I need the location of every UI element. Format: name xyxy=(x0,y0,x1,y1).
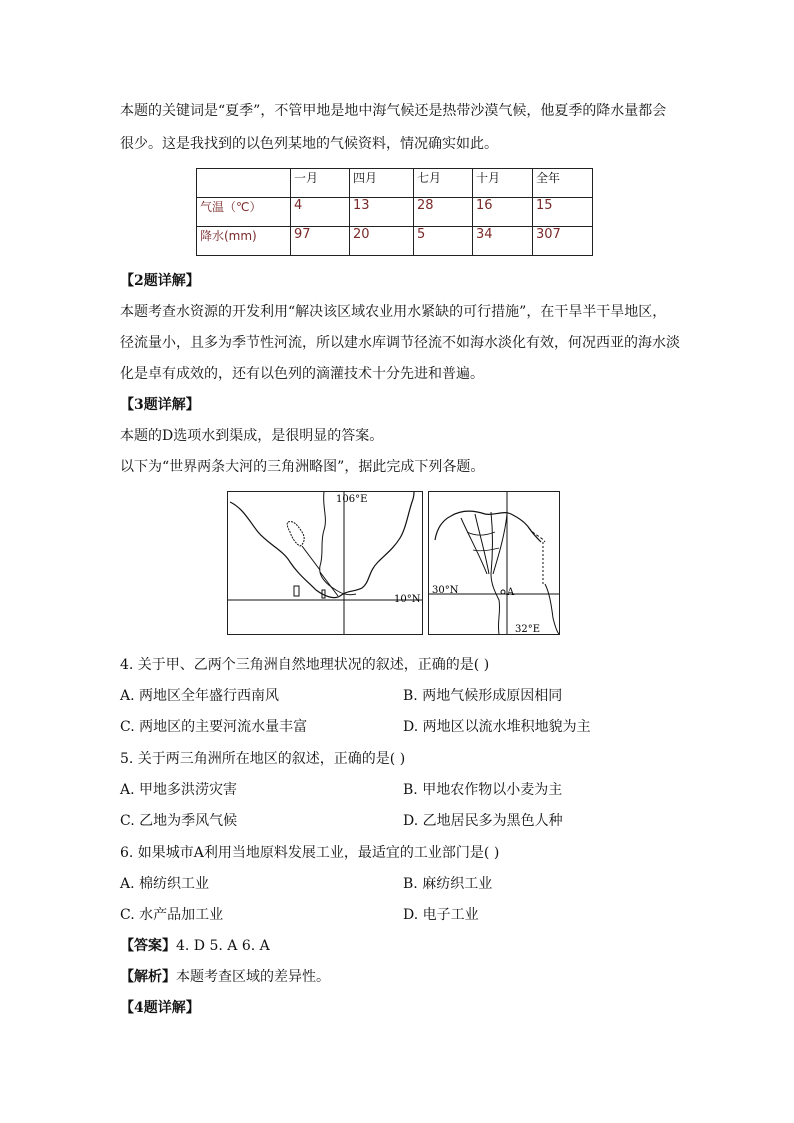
distributary xyxy=(320,572,338,596)
q4-heading: 【4题详解】 xyxy=(120,1000,200,1016)
question-6-option-b[interactable]: B. 麻纺织工业 xyxy=(403,876,493,892)
maps-lead-text: 以下为“世界两条大河的三角洲略图”，据此完成下列各题。 xyxy=(120,459,485,475)
table-header-cell xyxy=(197,169,291,198)
analysis-text: 本题考查区域的差异性。 xyxy=(176,969,330,985)
table-cell: 5 xyxy=(414,227,473,256)
lake-shape xyxy=(287,522,304,546)
lat-label: 30°N xyxy=(432,585,459,596)
table-cell: 4 xyxy=(291,198,350,227)
distributary xyxy=(493,514,507,574)
table-row xyxy=(197,227,593,256)
answer-line xyxy=(120,935,270,955)
suez-canal xyxy=(529,528,545,542)
table-header-cell: 全年 xyxy=(533,169,593,198)
intro-line-2: 很少。这是我找到的以色列某地的气候资料，情况确实如此。 xyxy=(120,136,498,152)
table-header-cell: 七月 xyxy=(414,169,473,198)
question-6-option-d[interactable]: D. 电子工业 xyxy=(403,907,479,923)
table-cell: 307 xyxy=(533,227,593,256)
distributary xyxy=(475,514,489,574)
answer-label: 【答案】 xyxy=(120,938,176,954)
question-6-option-a[interactable]: A. 棉纺织工业 xyxy=(120,876,210,892)
table-row-label: 降水(mm) xyxy=(197,227,291,256)
table-cell: 15 xyxy=(533,198,593,227)
lon-label: 106°E xyxy=(336,494,368,505)
canal xyxy=(467,532,495,535)
island xyxy=(322,590,325,598)
table-header-row xyxy=(197,169,593,198)
climate-table xyxy=(196,168,593,256)
q3-text: 本题的D选项水到渠成，是很明显的答案。 xyxy=(120,428,384,444)
table-cell: 28 xyxy=(414,198,473,227)
map-right-svg xyxy=(429,492,559,634)
question-5-option-c[interactable]: C. 乙地为季风气候 xyxy=(120,813,238,829)
question-4-option-a[interactable]: A. 两地区全年盛行西南风 xyxy=(120,688,280,704)
question-6-option-c[interactable]: C. 水产品加工业 xyxy=(120,907,224,923)
table-header-cell: 十月 xyxy=(473,169,533,198)
intro-line-1: 本题的关键词是“夏季”，不管甲地是地中海气候还是热带沙漠气候，他夏季的降水量都会 xyxy=(120,103,667,119)
question-4-stem: 4. 关于甲、乙两个三角洲自然地理状况的叙述，正确的是( ) xyxy=(120,657,490,673)
question-5-option-b[interactable]: B. 甲地农作物以小麦为主 xyxy=(403,782,563,798)
question-5-option-a[interactable]: A. 甲地多洪涝灾害 xyxy=(120,782,238,798)
analysis-line xyxy=(120,966,330,986)
coastline xyxy=(435,511,541,542)
lat-label: 10°N xyxy=(394,594,421,605)
city-a-label: A xyxy=(507,587,515,598)
table-header-cell: 四月 xyxy=(350,169,414,198)
question-5-stem: 5. 关于两三角洲所在地区的叙述，正确的是( ) xyxy=(120,751,406,767)
question-4-option-b[interactable]: B. 两地气候形成原因相同 xyxy=(403,688,563,704)
q2-heading: 【2题详解】 xyxy=(120,273,200,289)
table-cell: 34 xyxy=(473,227,533,256)
question-6-stem: 6. 如果城市A利用当地原料发展工业，最适宜的工业部门是( ) xyxy=(120,845,500,861)
question-5-option-d[interactable]: D. 乙地居民多为黑色人种 xyxy=(403,813,563,829)
question-4-option-d[interactable]: D. 两地区以流水堆积地貌为主 xyxy=(403,719,591,735)
table-row-label: 气温（℃） xyxy=(197,198,291,227)
q2-line-1: 本题考查水资源的开发利用“解决该区域农业用水紧缺的可行措施”，在干旱半干旱地区， xyxy=(120,304,667,320)
distributary xyxy=(491,512,493,574)
answer-text: 4. D 5. A 6. A xyxy=(176,938,270,954)
q3-heading: 【3题详解】 xyxy=(120,397,200,413)
table-header-cell: 一月 xyxy=(291,169,350,198)
analysis-label: 【解析】 xyxy=(120,969,176,985)
q2-line-2: 径流量小，且多为季节性河流，所以建水库调节径流不如海水淡化有效，何况西亚的海水淡 xyxy=(120,335,680,351)
question-4-option-c[interactable]: C. 两地区的主要河流水量丰富 xyxy=(120,719,308,735)
table-cell: 20 xyxy=(350,227,414,256)
map-left-delta xyxy=(227,491,423,635)
table-row xyxy=(197,198,593,227)
map-right-delta xyxy=(428,491,560,635)
lon-label: 32°E xyxy=(515,624,541,634)
island xyxy=(294,586,299,596)
map-left-svg xyxy=(228,492,422,634)
table-cell: 97 xyxy=(291,227,350,256)
table-cell: 13 xyxy=(350,198,414,227)
main-river xyxy=(491,574,500,634)
table-cell: 16 xyxy=(473,198,533,227)
city-a-marker xyxy=(501,590,505,594)
coastline-gulf xyxy=(545,584,559,634)
canal xyxy=(473,548,499,551)
tributary xyxy=(302,546,320,570)
q2-line-3: 化是卓有成效的，还有以色列的滴灌技术十分先进和普遍。 xyxy=(120,366,484,382)
